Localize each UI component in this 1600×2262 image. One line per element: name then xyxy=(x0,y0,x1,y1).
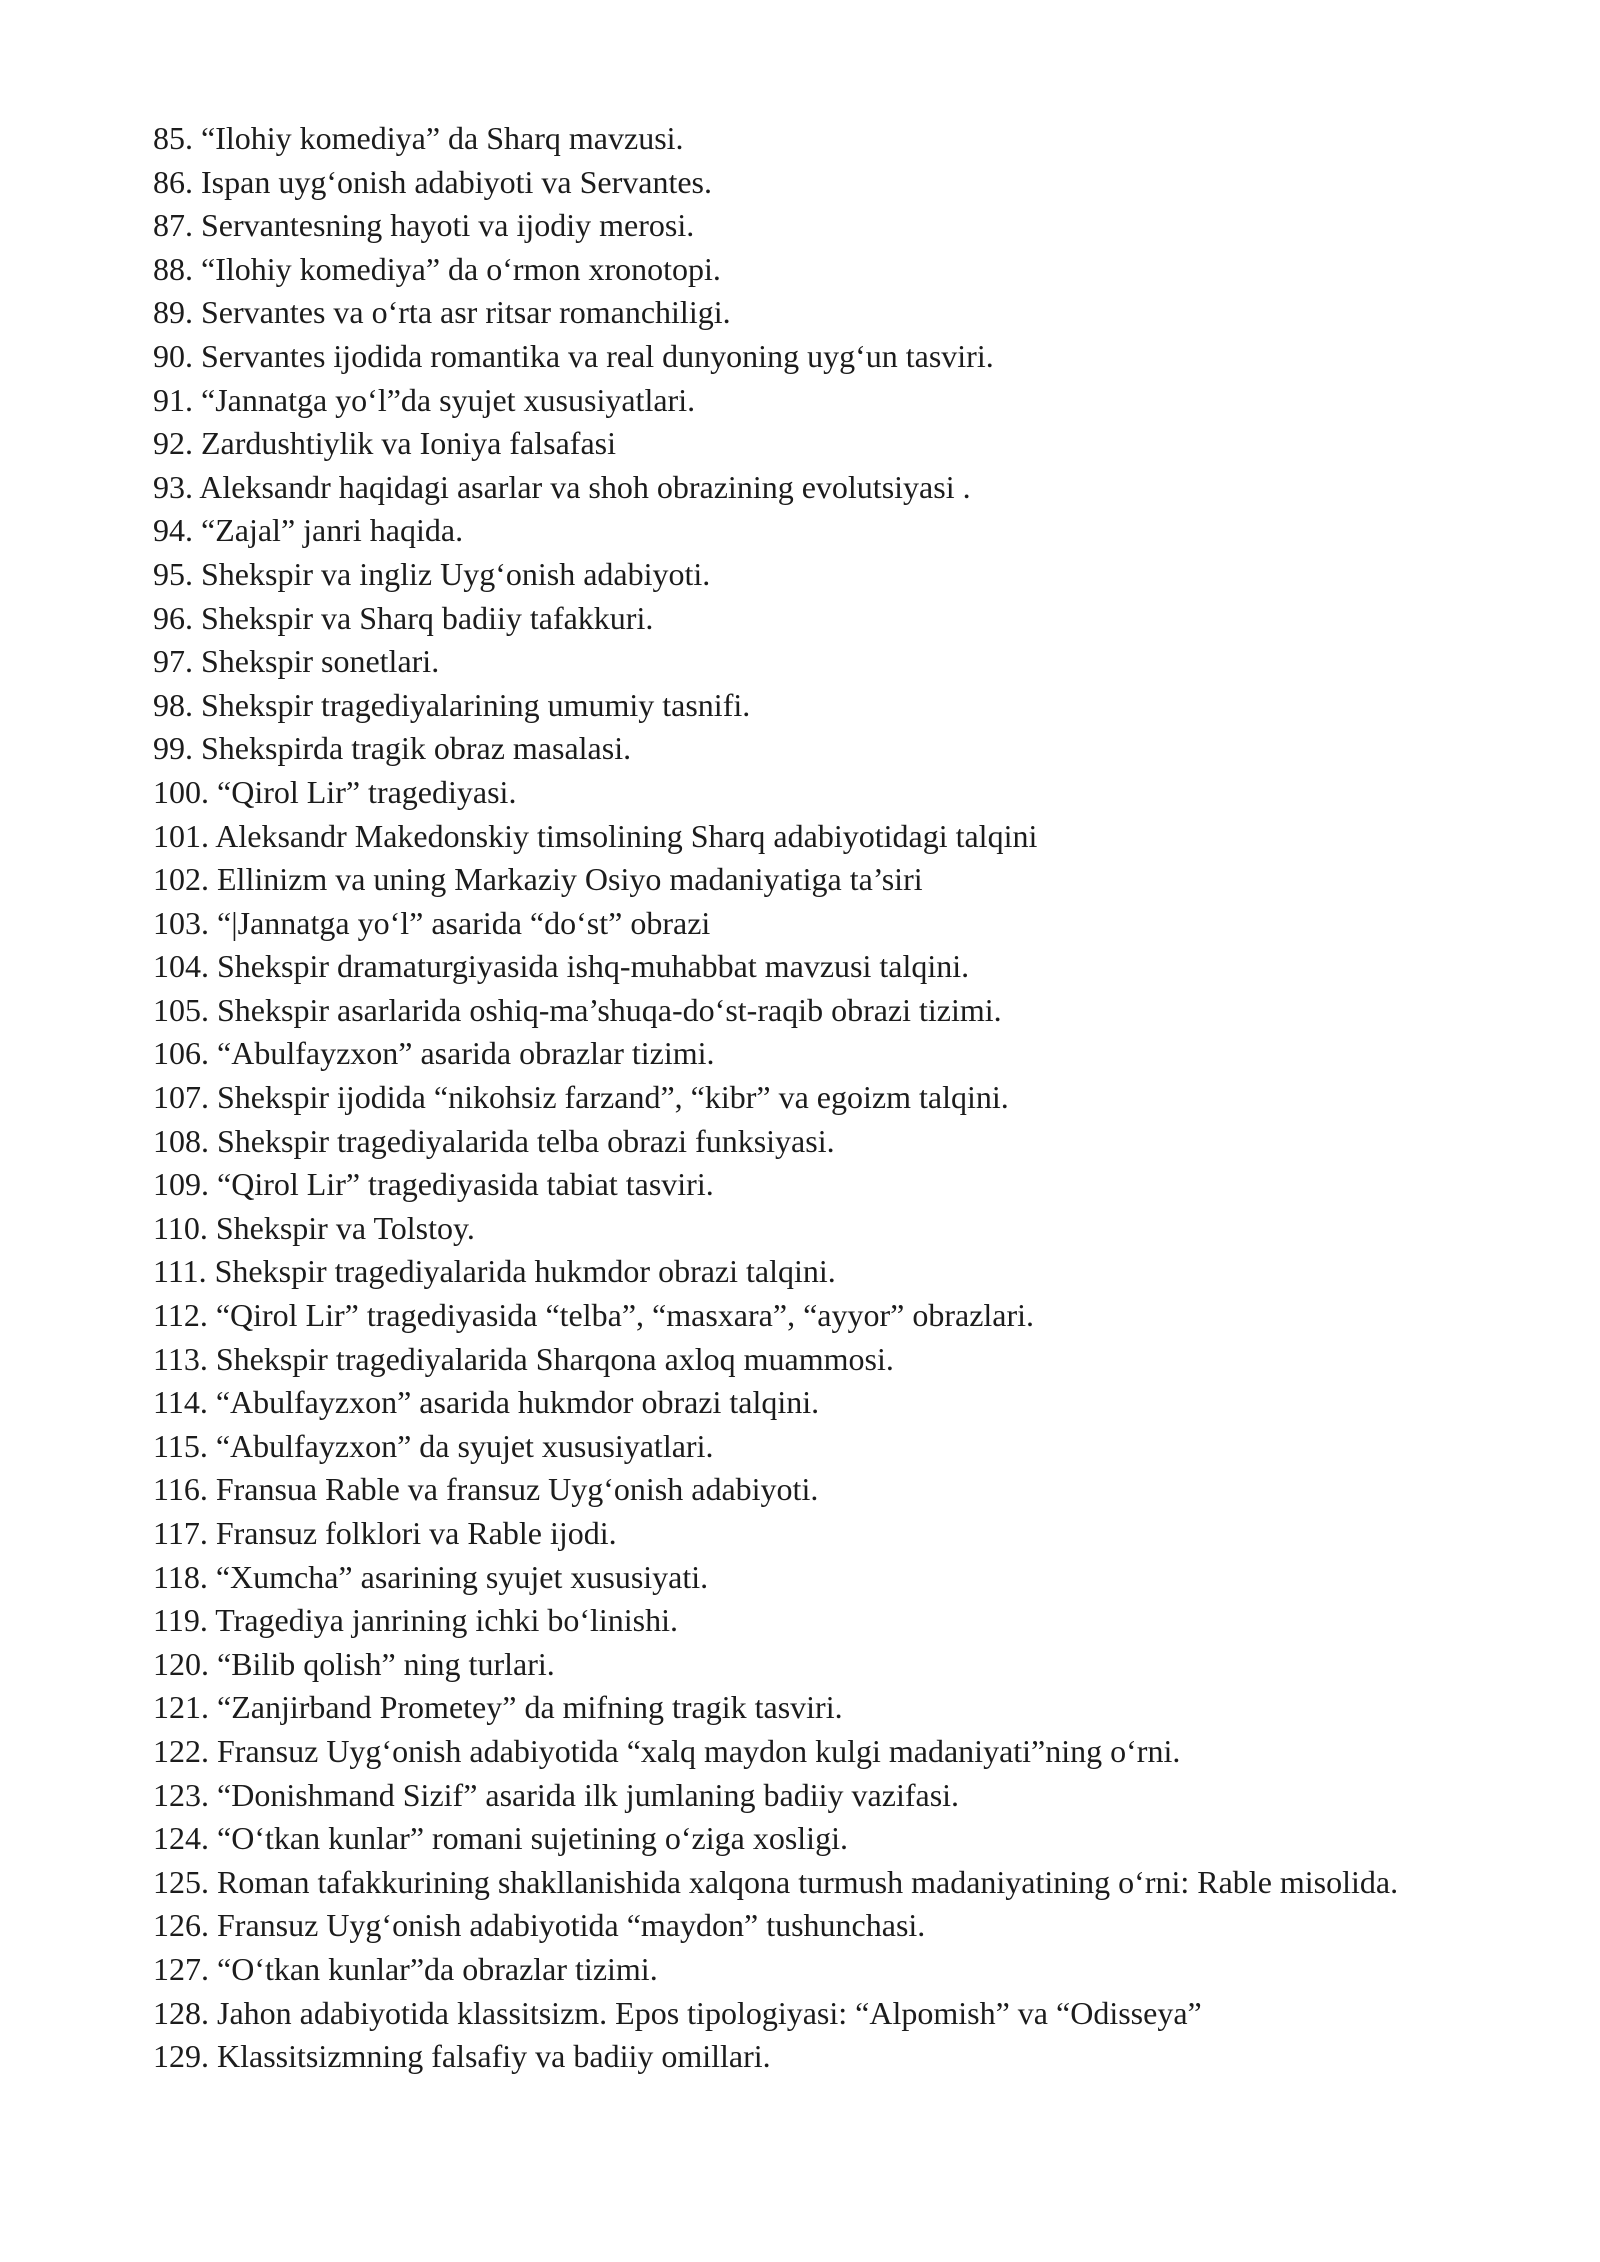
topic-item: 108. Shekspir tragediyalarida telba obrazi funksiyasi. xyxy=(153,1122,835,1159)
topic-item: 124. “O‘tkan kunlar” romani sujetining o‘ziga xosligi. xyxy=(153,1820,848,1857)
topic-item: 118. “Xumcha” asarining syujet xususiyati. xyxy=(153,1558,709,1595)
topic-item: 110. Shekspir va Tolstoy. xyxy=(153,1209,475,1246)
topic-list xyxy=(153,117,1458,2079)
topic-item: 100. “Qirol Lir” tragediyasi. xyxy=(153,773,517,810)
topic-item: 119. Tragediya janrining ichki bo‘linishi. xyxy=(153,1602,678,1639)
topic-item: 115. “Abulfayzxon” da syujet xususiyatlari. xyxy=(153,1427,714,1464)
topic-item: 86. Ispan uyg‘onish adabiyoti va Servantes. xyxy=(153,163,712,200)
topic-item: 89. Servantes va o‘rta asr ritsar romanchiligi. xyxy=(153,294,731,331)
topic-item: 95. Shekspir va ingliz Uyg‘onish adabiyoti. xyxy=(153,555,711,592)
topic-item: 129. Klassitsizmning falsafiy va badiiy omillari. xyxy=(153,2038,771,2075)
topic-item: 87. Servantesning hayoti va ijodiy merosi. xyxy=(153,207,695,244)
topic-item: 112. “Qirol Lir” tragediyasida “telba”, “masxara”, “ayyor” obrazlari. xyxy=(153,1297,1035,1334)
topic-item: 122. Fransuz Uyg‘onish adabiyotida “xalq maydon kulgi madaniyati”ning o‘rni. xyxy=(153,1732,1181,1769)
topic-item: 121. “Zanjirband Prometey” da mifning tragik tasviri. xyxy=(153,1689,843,1726)
topic-item: 113. Shekspir tragediyalarida Sharqona axloq muammosi. xyxy=(153,1340,894,1377)
topic-item: 90. Servantes ijodida romantika va real dunyoning uyg‘un tasviri. xyxy=(153,337,994,374)
topic-item: 93. Aleksandr haqidagi asarlar va shoh obrazining evolutsiyasi . xyxy=(153,468,971,505)
topic-item: 107. Shekspir ijodida “nikohsiz farzand”, “kibr” va egoizm talqini. xyxy=(153,1079,1009,1116)
topic-item: 92. Zardushtiylik va Ioniya falsafasi xyxy=(153,425,616,462)
topic-item: 125. Roman tafakkurining shakllanishida xalqona turmush madaniyatining o‘rni: Rable misolida. xyxy=(153,1863,1399,1900)
topic-item: 101. Aleksandr Makedonskiy timsolining Sharq adabiyotidagi talqini xyxy=(153,817,1038,854)
topic-item: 111. Shekspir tragediyalarida hukmdor obrazi talqini. xyxy=(153,1253,836,1290)
topic-item: 127. “O‘tkan kunlar”da obrazlar tizimi. xyxy=(153,1950,658,1987)
topic-item: 126. Fransuz Uyg‘onish adabiyotida “maydon” tushunchasi. xyxy=(153,1907,926,1944)
topic-item: 85. “Ilohiy komediya” da Sharq mavzusi. xyxy=(153,120,684,156)
topic-item: 102. Ellinizm va uning Markaziy Osiyo madaniyatiga ta’siri xyxy=(153,861,923,898)
topic-item: 128. Jahon adabiyotida klassitsizm. Epos tipologiyasi: “Alpomish” va “Odisseya” xyxy=(153,1994,1202,2031)
topic-item: 123. “Donishmand Sizif” asarida ilk jumlaning badiiy vazifasi. xyxy=(153,1776,960,1813)
topic-item: 104. Shekspir dramaturgiyasida ishq-muhabbat mavzusi talqini. xyxy=(153,948,970,985)
topic-item: 91. “Jannatga yo‘l”da syujet xususiyatlari. xyxy=(153,381,696,418)
topic-item: 96. Shekspir va Sharq badiiy tafakkuri. xyxy=(153,599,654,636)
topic-item: 99. Shekspirda tragik obraz masalasi. xyxy=(153,730,632,767)
topic-item: 106. “Abulfayzxon” asarida obrazlar tizimi. xyxy=(153,1035,715,1072)
topic-item: 114. “Abulfayzxon” asarida hukmdor obrazi talqini. xyxy=(153,1384,820,1421)
topic-item: 120. “Bilib qolish” ning turlari. xyxy=(153,1645,555,1682)
topic-item: 116. Fransua Rable va fransuz Uyg‘onish adabiyoti. xyxy=(153,1471,819,1508)
topic-item: 117. Fransuz folklori va Rable ijodi. xyxy=(153,1515,617,1551)
topic-item: 105. Shekspir asarlarida oshiq-ma’shuqa-do‘st-raqib obrazi tizimi. xyxy=(153,991,1002,1028)
topic-item: 88. “Ilohiy komediya” da o‘rmon xronotopi. xyxy=(153,250,721,287)
topic-item: 94. “Zajal” janri haqida. xyxy=(153,512,464,549)
topic-item: 109. “Qirol Lir” tragediyasida tabiat tasviri. xyxy=(153,1166,714,1203)
topic-item: 98. Shekspir tragediyalarining umumiy tasnifi. xyxy=(153,686,751,723)
topic-item: 97. Shekspir sonetlari. xyxy=(153,643,440,680)
topic-item: 103. “|Jannatga yo‘l” asarida “do‘st” obrazi xyxy=(153,904,711,941)
